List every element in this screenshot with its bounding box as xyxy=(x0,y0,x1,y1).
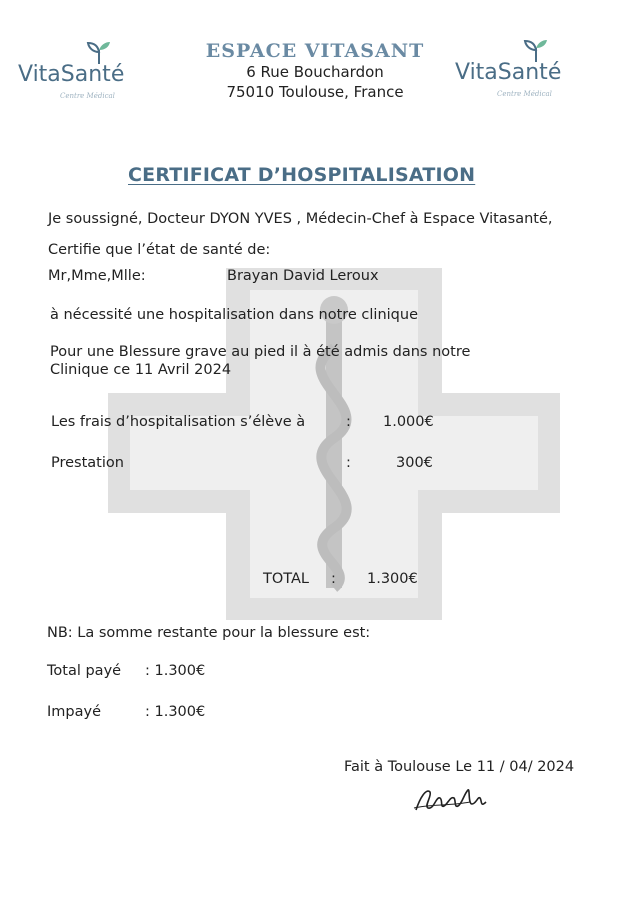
address-line-1: 6 Rue Bouchardon xyxy=(246,63,384,81)
sprout-icon xyxy=(521,38,551,62)
brand-wordmark: VitaSanté xyxy=(18,62,125,87)
admission-date-line: Clinique ce 11 Avril 2024 xyxy=(50,362,232,378)
patient-name: Brayan David Leroux xyxy=(227,268,379,284)
total-label: TOTAL xyxy=(263,571,309,587)
paid-value: : 1.300€ xyxy=(145,663,206,679)
paid-label: Total payé xyxy=(47,663,122,679)
fees-colon: : xyxy=(346,414,351,430)
total-value: 1.300€ xyxy=(367,571,418,587)
clinic-header xyxy=(190,40,440,102)
certify-line: Certifie que l’état de santé de: xyxy=(48,242,271,258)
hospitalisation-line: à nécessité une hospitalisation dans notre clinique xyxy=(50,307,418,323)
brand-subtitle: Centre Médical xyxy=(60,92,115,100)
handwritten-signature xyxy=(410,778,500,818)
brand-wordmark: VitaSanté xyxy=(455,60,562,85)
fees-label: Les frais d’hospitalisation s’élève à xyxy=(51,414,306,430)
fees-value: 1.000€ xyxy=(383,414,434,430)
vitasante-logo-right xyxy=(455,38,615,108)
certificate-title: CERTIFICAT D’HOSPITALISATION xyxy=(128,164,476,186)
vitasante-logo-left xyxy=(18,40,178,110)
nb-line: NB: La somme restante pour la blessure est: xyxy=(47,625,371,641)
place-and-date: Fait à Toulouse Le 11 / 04/ 2024 xyxy=(344,759,575,775)
prestation-value: 300€ xyxy=(396,455,433,471)
clinic-name: ESPACE VITASANT xyxy=(205,40,425,62)
prestation-colon: : xyxy=(346,455,351,471)
prestation-label: Prestation xyxy=(51,455,124,471)
brand-subtitle: Centre Médical xyxy=(497,90,552,98)
civility-label: Mr,Mme,Mlle: xyxy=(48,268,146,284)
doctor-statement: Je soussigné, Docteur DYON YVES , Médecin-Chef à Espace Vitasanté, xyxy=(48,211,553,227)
total-colon: : xyxy=(331,571,336,587)
unpaid-value: : 1.300€ xyxy=(145,704,206,720)
sprout-icon xyxy=(84,40,114,64)
injury-line: Pour une Blessure grave au pied il à été admis dans notre xyxy=(50,344,471,360)
unpaid-label: Impayé xyxy=(47,704,101,720)
address-line-2: 75010 Toulouse, France xyxy=(226,83,404,101)
